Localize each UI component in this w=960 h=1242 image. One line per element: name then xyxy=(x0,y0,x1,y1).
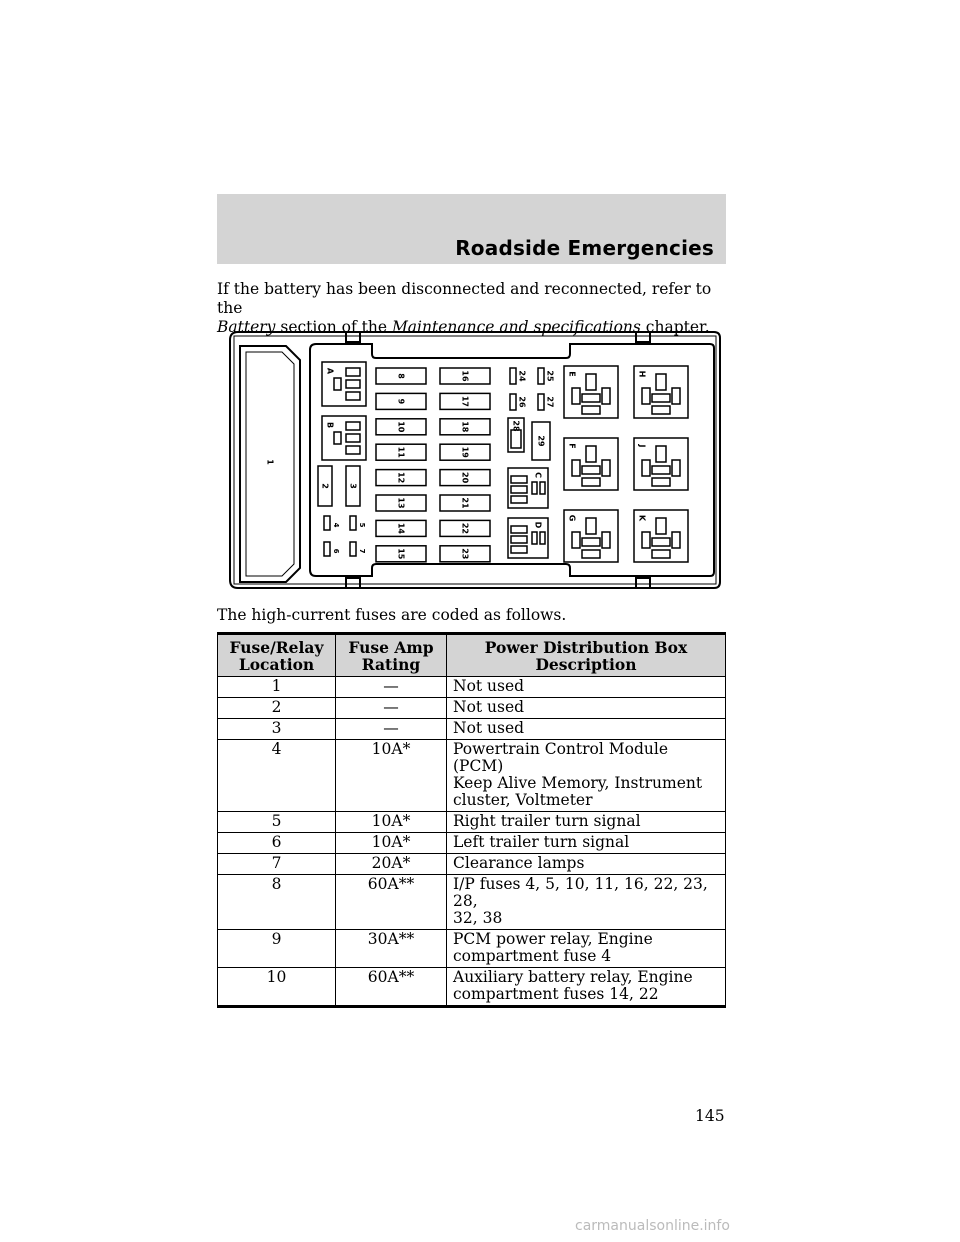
table-header-0: Fuse/Relay Location xyxy=(218,634,336,677)
intro-chapter-ref: Maintenance and specifications xyxy=(391,318,641,336)
fuse-label: 27 xyxy=(545,396,555,408)
fuse-location: 8 xyxy=(218,875,336,930)
fuse-label: 8 xyxy=(396,373,406,379)
fuse-label: 7 xyxy=(358,548,366,554)
table-row xyxy=(218,854,726,875)
fuse-label: 4 xyxy=(332,522,340,528)
fuse-label: 21 xyxy=(460,497,470,509)
fuse-label: 16 xyxy=(460,370,470,382)
table-row xyxy=(218,719,726,740)
table-row xyxy=(218,812,726,833)
fuse-label: 17 xyxy=(460,395,470,407)
section-title: Roadside Emergencies xyxy=(455,236,714,260)
table-caption: The high-current fuses are coded as follows. xyxy=(217,606,567,624)
fuse-label: 11 xyxy=(396,446,406,458)
fuse-location: 2 xyxy=(218,698,336,719)
fuse-amp-rating: 60A** xyxy=(336,968,447,1007)
mini-fuse xyxy=(324,542,330,556)
mini-fuse xyxy=(510,368,516,384)
fuse-description: I/P fuses 4, 5, 10, 11, 16, 22, 23, 28, 32, 38 xyxy=(447,875,726,930)
fuse-amp-rating: 10A* xyxy=(336,812,447,833)
fuse-label: 14 xyxy=(396,522,406,534)
fuse-2-label: 2 xyxy=(320,483,330,489)
relay-label: G xyxy=(567,514,577,522)
fuse-label: 24 xyxy=(517,370,527,382)
fuse-label: 12 xyxy=(396,472,406,484)
fuse-description: Left trailer turn signal xyxy=(447,833,726,854)
relay-label: F xyxy=(567,443,577,449)
fuse-location: 5 xyxy=(218,812,336,833)
fuse-amp-rating: 30A** xyxy=(336,930,447,968)
table-row xyxy=(218,833,726,854)
mini-fuse xyxy=(350,542,356,556)
fuse-label: 18 xyxy=(460,421,470,433)
fuse-amp-rating: — xyxy=(336,698,447,719)
fuse-amp-rating: — xyxy=(336,677,447,698)
mini-fuse xyxy=(538,394,544,410)
relay-label: C xyxy=(533,472,543,478)
fuse-description: Auxiliary battery relay, Engine compartment fuses 14, 22 xyxy=(447,968,726,1007)
fuse-3-label: 3 xyxy=(348,483,358,489)
fuse-amp-rating: 10A* xyxy=(336,833,447,854)
fuse-label: 6 xyxy=(332,548,340,554)
mini-fuse xyxy=(324,516,330,530)
fuse-label: 5 xyxy=(358,522,366,528)
fuse-location: 6 xyxy=(218,833,336,854)
relay-label: K xyxy=(637,514,647,522)
table-header-2: Power Distribution Box Description xyxy=(447,634,726,677)
fuse-29-label: 29 xyxy=(536,435,546,447)
fuse-description: Clearance lamps xyxy=(447,854,726,875)
fuse-location: 4 xyxy=(218,740,336,812)
fuse-amp-rating: 20A* xyxy=(336,854,447,875)
intro-paragraph xyxy=(217,280,737,337)
fuse-label: 23 xyxy=(460,548,470,560)
fuse-description: Not used xyxy=(447,698,726,719)
table-header-1: Fuse Amp Rating xyxy=(336,634,447,677)
fuse-label: 19 xyxy=(460,446,470,458)
fuse-description: Not used xyxy=(447,677,726,698)
fuse-description: PCM power relay, Engine compartment fuse 4 xyxy=(447,930,726,968)
fuse-label: 25 xyxy=(545,370,555,382)
fuse-28-label: 28 xyxy=(511,420,521,432)
watermark: carmanualsonline.info xyxy=(575,1218,730,1234)
fuse-location: 9 xyxy=(218,930,336,968)
table-row xyxy=(218,698,726,719)
relay-label: D xyxy=(533,521,543,529)
fuse-location: 1 xyxy=(218,677,336,698)
table-row xyxy=(218,875,726,930)
mini-fuse xyxy=(510,394,516,410)
table-row xyxy=(218,677,726,698)
fuse-amp-rating: — xyxy=(336,719,447,740)
table-row xyxy=(218,930,726,968)
relay-label: J xyxy=(637,444,647,448)
fuse-description: Right trailer turn signal xyxy=(447,812,726,833)
intro-text-1: If the battery has been disconnected and reconnected, refer to the xyxy=(217,280,712,317)
fuse-label: 10 xyxy=(396,421,406,433)
intro-battery-ref: Battery xyxy=(217,318,276,336)
mini-fuse xyxy=(350,516,356,530)
fuse-location: 3 xyxy=(218,719,336,740)
fuse-location: 10 xyxy=(218,968,336,1007)
table-row xyxy=(218,740,726,812)
fuse-label: 9 xyxy=(396,398,406,405)
relay-label: A xyxy=(325,367,335,375)
fuse-label: 26 xyxy=(517,396,527,408)
fuse-label: 20 xyxy=(460,472,470,484)
fuse-box-diagram xyxy=(226,330,722,592)
fuse-amp-rating: 10A* xyxy=(336,740,447,812)
fuse-description: Powertrain Control Module (PCM) Keep Alive Memory, Instrument cluster, Voltmeter xyxy=(447,740,726,812)
mini-fuse xyxy=(538,368,544,384)
fuse-amp-rating: 60A** xyxy=(336,875,447,930)
header-band xyxy=(217,194,726,264)
table-row xyxy=(218,968,726,1007)
fuse-1-label: 1 xyxy=(265,459,275,465)
page-number: 145 xyxy=(695,1107,725,1125)
fuse-label: 13 xyxy=(396,497,406,509)
relay-label: B xyxy=(325,421,335,429)
fuse-location: 7 xyxy=(218,854,336,875)
intro-text-2: section of the xyxy=(280,318,387,336)
fuse-label: 22 xyxy=(460,522,470,534)
fuse-table xyxy=(217,632,726,1008)
relay-label: H xyxy=(637,370,647,378)
intro-text-3: chapter. xyxy=(645,318,710,336)
fuse-label: 15 xyxy=(396,548,406,560)
fuse-description: Not used xyxy=(447,719,726,740)
relay-label: E xyxy=(567,371,577,377)
